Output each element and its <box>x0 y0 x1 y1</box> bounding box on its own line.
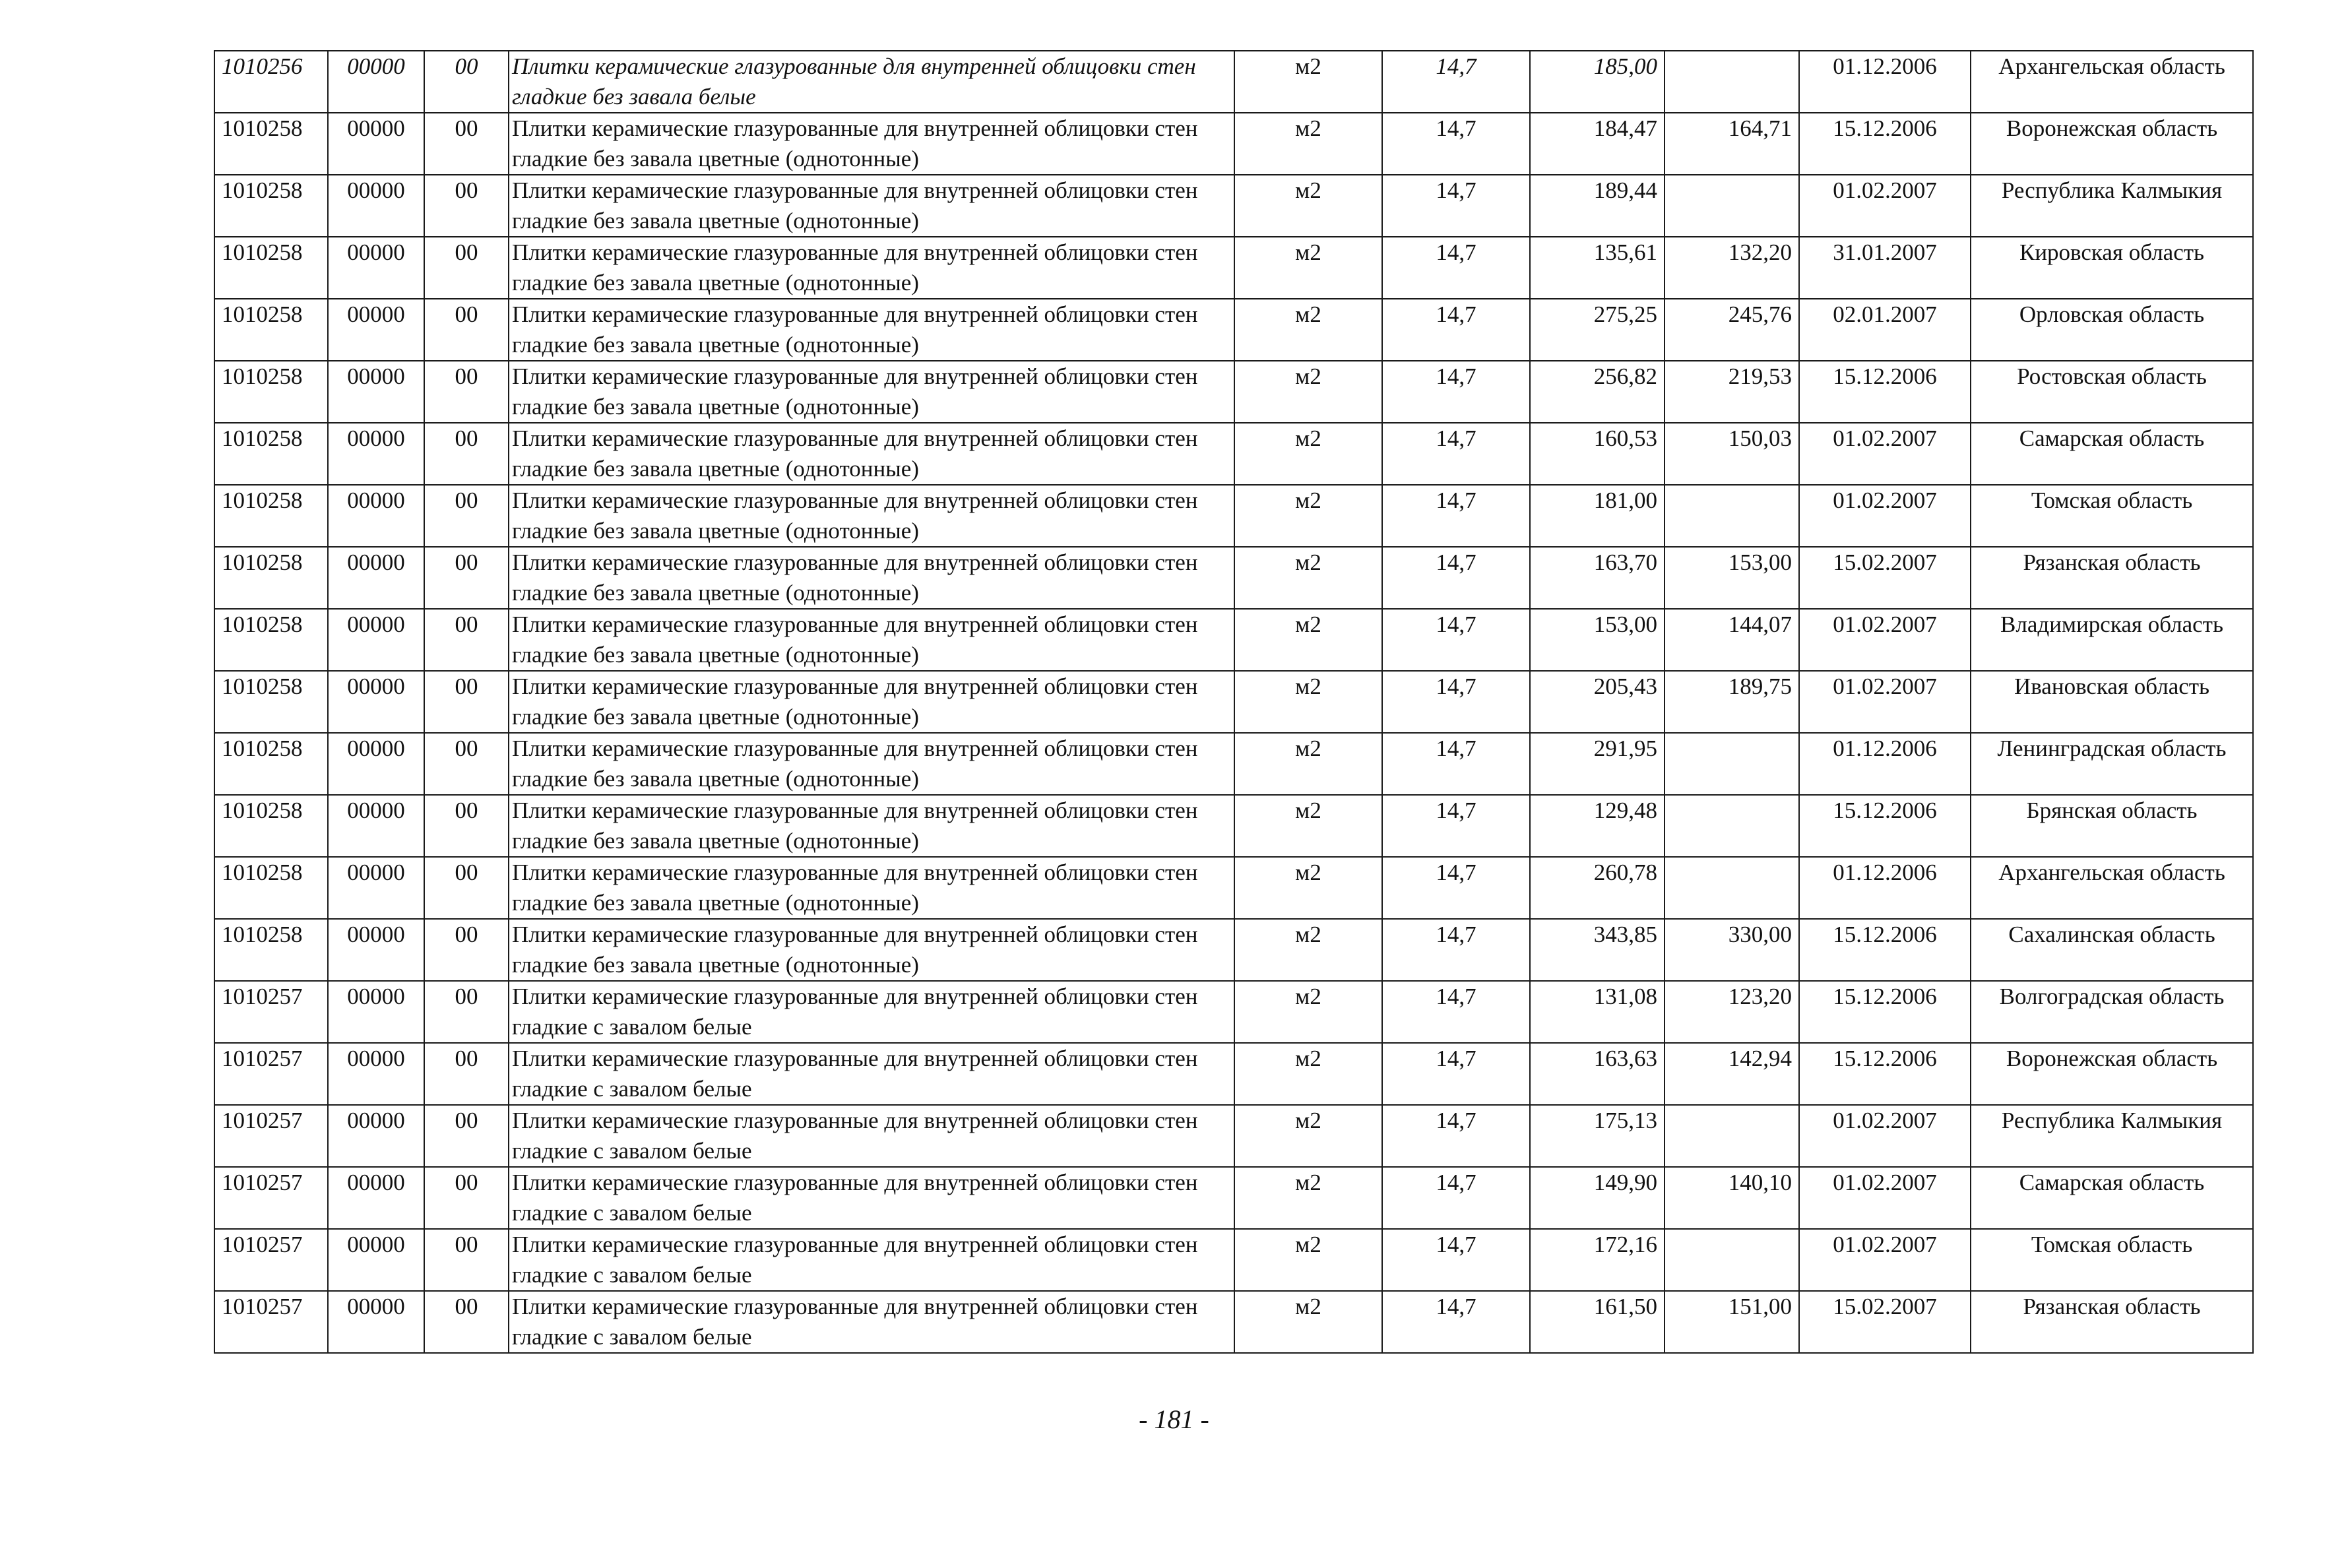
date-cell: 15.12.2006 <box>1799 113 1971 175</box>
table-row <box>214 237 2253 299</box>
price-alt-cell: 151,00 <box>1665 1291 1799 1353</box>
date-cell: 15.12.2006 <box>1799 795 1971 857</box>
region-cell: Самарская область <box>1971 1167 2253 1229</box>
subcode-cell: 00000 <box>328 671 424 733</box>
region-cell: Томская область <box>1971 1229 2253 1291</box>
resource-code-cell: 1010256 <box>214 51 328 113</box>
date-cell: 01.02.2007 <box>1799 1229 1971 1291</box>
description-cell: Плитки керамические глазурованные для внутренней облицовки стен гладкие без завала цветные (однотонные) <box>509 485 1234 547</box>
resource-code-cell: 1010257 <box>214 1043 328 1105</box>
group-code-cell: 00 <box>424 237 509 299</box>
price-alt-cell <box>1665 51 1799 113</box>
price-alt-cell: 219,53 <box>1665 361 1799 423</box>
price-cell: 129,48 <box>1530 795 1665 857</box>
price-cell: 256,82 <box>1530 361 1665 423</box>
table-row <box>214 733 2253 795</box>
date-cell: 01.02.2007 <box>1799 1105 1971 1167</box>
description-cell: Плитки керамические глазурованные для внутренней облицовки стен гладкие без завала цветные (однотонные) <box>509 671 1234 733</box>
subcode-cell: 00000 <box>328 547 424 609</box>
group-code-cell: 00 <box>424 857 509 919</box>
table-row <box>214 671 2253 733</box>
rate-cell: 14,7 <box>1382 1167 1530 1229</box>
description-cell: Плитки керамические глазурованные для внутренней облицовки стен гладкие без завала цветные (однотонные) <box>509 857 1234 919</box>
table-row <box>214 299 2253 361</box>
description-cell: Плитки керамические глазурованные для внутренней облицовки стен гладкие без завала цветные (однотонные) <box>509 733 1234 795</box>
price-alt-cell: 164,71 <box>1665 113 1799 175</box>
table-row <box>214 51 2253 113</box>
resource-code-cell: 1010257 <box>214 1167 328 1229</box>
region-cell: Республика Калмыкия <box>1971 1105 2253 1167</box>
region-cell: Сахалинская область <box>1971 919 2253 981</box>
region-cell: Волгоградская область <box>1971 981 2253 1043</box>
table-row <box>214 919 2253 981</box>
table-row <box>214 795 2253 857</box>
table-row <box>214 1105 2253 1167</box>
unit-cell: м2 <box>1234 361 1382 423</box>
description-cell: Плитки керамические глазурованные для внутренней облицовки стен гладкие с завалом белые <box>509 1167 1234 1229</box>
rate-cell: 14,7 <box>1382 857 1530 919</box>
group-code-cell: 00 <box>424 175 509 237</box>
resource-code-cell: 1010258 <box>214 919 328 981</box>
date-cell: 01.02.2007 <box>1799 423 1971 485</box>
price-cell: 163,70 <box>1530 547 1665 609</box>
date-cell: 02.01.2007 <box>1799 299 1971 361</box>
rate-cell: 14,7 <box>1382 671 1530 733</box>
page-number: - 181 - <box>1139 1404 1209 1434</box>
rate-cell: 14,7 <box>1382 51 1530 113</box>
rate-cell: 14,7 <box>1382 1229 1530 1291</box>
region-cell: Томская область <box>1971 485 2253 547</box>
price-alt-cell: 142,94 <box>1665 1043 1799 1105</box>
unit-cell: м2 <box>1234 609 1382 671</box>
group-code-cell: 00 <box>424 1167 509 1229</box>
subcode-cell: 00000 <box>328 299 424 361</box>
price-cell: 343,85 <box>1530 919 1665 981</box>
price-alt-cell <box>1665 1105 1799 1167</box>
subcode-cell: 00000 <box>328 609 424 671</box>
unit-cell: м2 <box>1234 981 1382 1043</box>
region-cell: Архангельская область <box>1971 857 2253 919</box>
table-row <box>214 1043 2253 1105</box>
unit-cell: м2 <box>1234 51 1382 113</box>
description-cell: Плитки керамические глазурованные для внутренней облицовки стен гладкие с завалом белые <box>509 1291 1234 1353</box>
date-cell: 15.02.2007 <box>1799 547 1971 609</box>
date-cell: 01.12.2006 <box>1799 51 1971 113</box>
subcode-cell: 00000 <box>328 857 424 919</box>
unit-cell: м2 <box>1234 1167 1382 1229</box>
resource-code-cell: 1010258 <box>214 547 328 609</box>
region-cell: Рязанская область <box>1971 547 2253 609</box>
subcode-cell: 00000 <box>328 1167 424 1229</box>
description-cell: Плитки керамические глазурованные для внутренней облицовки стен гладкие без завала цветные (однотонные) <box>509 175 1234 237</box>
group-code-cell: 00 <box>424 1105 509 1167</box>
rate-cell: 14,7 <box>1382 237 1530 299</box>
group-code-cell: 00 <box>424 547 509 609</box>
region-cell: Брянская область <box>1971 795 2253 857</box>
price-alt-cell: 123,20 <box>1665 981 1799 1043</box>
table-row <box>214 485 2253 547</box>
unit-cell: м2 <box>1234 919 1382 981</box>
table-row <box>214 857 2253 919</box>
unit-cell: м2 <box>1234 423 1382 485</box>
resource-code-cell: 1010257 <box>214 1229 328 1291</box>
table-row <box>214 423 2253 485</box>
subcode-cell: 00000 <box>328 1291 424 1353</box>
group-code-cell: 00 <box>424 609 509 671</box>
resource-code-cell: 1010258 <box>214 175 328 237</box>
unit-cell: м2 <box>1234 113 1382 175</box>
resource-code-cell: 1010257 <box>214 981 328 1043</box>
region-cell: Орловская область <box>1971 299 2253 361</box>
resource-code-cell: 1010258 <box>214 237 328 299</box>
region-cell: Воронежская область <box>1971 1043 2253 1105</box>
description-cell: Плитки керамические глазурованные для внутренней облицовки стен гладкие с завалом белые <box>509 1229 1234 1291</box>
description-cell: Плитки керамические глазурованные для внутренней облицовки стен гладкие без завала цветные (однотонные) <box>509 423 1234 485</box>
date-cell: 15.12.2006 <box>1799 919 1971 981</box>
price-cell: 161,50 <box>1530 1291 1665 1353</box>
resource-code-cell: 1010258 <box>214 299 328 361</box>
region-cell: Ивановская область <box>1971 671 2253 733</box>
resource-code-cell: 1010258 <box>214 361 328 423</box>
rate-cell: 14,7 <box>1382 609 1530 671</box>
price-cell: 149,90 <box>1530 1167 1665 1229</box>
resource-code-cell: 1010258 <box>214 609 328 671</box>
resource-code-cell: 1010258 <box>214 733 328 795</box>
price-alt-cell: 153,00 <box>1665 547 1799 609</box>
resource-code-cell: 1010258 <box>214 857 328 919</box>
price-alt-cell <box>1665 1229 1799 1291</box>
resource-code-cell: 1010258 <box>214 795 328 857</box>
price-alt-cell: 189,75 <box>1665 671 1799 733</box>
rate-cell: 14,7 <box>1382 423 1530 485</box>
rate-cell: 14,7 <box>1382 1291 1530 1353</box>
price-cell: 131,08 <box>1530 981 1665 1043</box>
price-alt-cell <box>1665 733 1799 795</box>
description-cell: Плитки керамические глазурованные для внутренней облицовки стен гладкие без завала цветные (однотонные) <box>509 919 1234 981</box>
region-cell: Владимирская область <box>1971 609 2253 671</box>
group-code-cell: 00 <box>424 113 509 175</box>
price-alt-cell <box>1665 175 1799 237</box>
date-cell: 31.01.2007 <box>1799 237 1971 299</box>
rate-cell: 14,7 <box>1382 1043 1530 1105</box>
date-cell: 01.02.2007 <box>1799 485 1971 547</box>
date-cell: 01.02.2007 <box>1799 175 1971 237</box>
subcode-cell: 00000 <box>328 175 424 237</box>
rate-cell: 14,7 <box>1382 733 1530 795</box>
price-alt-cell: 330,00 <box>1665 919 1799 981</box>
region-cell: Ленинградская область <box>1971 733 2253 795</box>
region-cell: Рязанская область <box>1971 1291 2253 1353</box>
date-cell: 01.12.2006 <box>1799 857 1971 919</box>
price-cell: 205,43 <box>1530 671 1665 733</box>
description-cell: Плитки керамические глазурованные для внутренней облицовки стен гладкие без завала цветные (однотонные) <box>509 547 1234 609</box>
group-code-cell: 00 <box>424 423 509 485</box>
description-cell: Плитки керамические глазурованные для внутренней облицовки стен гладкие без завала белые <box>509 51 1234 113</box>
unit-cell: м2 <box>1234 485 1382 547</box>
unit-cell: м2 <box>1234 1229 1382 1291</box>
table-row <box>214 175 2253 237</box>
subcode-cell: 00000 <box>328 1105 424 1167</box>
price-cell: 275,25 <box>1530 299 1665 361</box>
subcode-cell: 00000 <box>328 981 424 1043</box>
unit-cell: м2 <box>1234 175 1382 237</box>
group-code-cell: 00 <box>424 1043 509 1105</box>
table-row <box>214 981 2253 1043</box>
price-alt-cell: 245,76 <box>1665 299 1799 361</box>
price-cell: 160,53 <box>1530 423 1665 485</box>
rate-cell: 14,7 <box>1382 299 1530 361</box>
description-cell: Плитки керамические глазурованные для внутренней облицовки стен гладкие с завалом белые <box>509 1105 1234 1167</box>
group-code-cell: 00 <box>424 485 509 547</box>
region-cell: Воронежская область <box>1971 113 2253 175</box>
rate-cell: 14,7 <box>1382 919 1530 981</box>
rate-cell: 14,7 <box>1382 113 1530 175</box>
resource-code-cell: 1010258 <box>214 485 328 547</box>
subcode-cell: 00000 <box>328 1043 424 1105</box>
group-code-cell: 00 <box>424 919 509 981</box>
description-cell: Плитки керамические глазурованные для внутренней облицовки стен гладкие без завала цветные (однотонные) <box>509 361 1234 423</box>
price-cell: 189,44 <box>1530 175 1665 237</box>
description-cell: Плитки керамические глазурованные для внутренней облицовки стен гладкие без завала цветные (однотонные) <box>509 113 1234 175</box>
unit-cell: м2 <box>1234 1043 1382 1105</box>
table-row <box>214 1229 2253 1291</box>
subcode-cell: 00000 <box>328 423 424 485</box>
date-cell: 01.02.2007 <box>1799 609 1971 671</box>
price-cell: 175,13 <box>1530 1105 1665 1167</box>
region-cell: Республика Калмыкия <box>1971 175 2253 237</box>
unit-cell: м2 <box>1234 671 1382 733</box>
rate-cell: 14,7 <box>1382 361 1530 423</box>
subcode-cell: 00000 <box>328 1229 424 1291</box>
price-alt-cell <box>1665 485 1799 547</box>
unit-cell: м2 <box>1234 1291 1382 1353</box>
unit-cell: м2 <box>1234 857 1382 919</box>
description-cell: Плитки керамические глазурованные для внутренней облицовки стен гладкие с завалом белые <box>509 981 1234 1043</box>
region-cell: Кировская область <box>1971 237 2253 299</box>
resource-code-cell: 1010258 <box>214 423 328 485</box>
price-alt-cell: 150,03 <box>1665 423 1799 485</box>
subcode-cell: 00000 <box>328 113 424 175</box>
unit-cell: м2 <box>1234 1105 1382 1167</box>
price-cell: 291,95 <box>1530 733 1665 795</box>
rate-cell: 14,7 <box>1382 981 1530 1043</box>
table-row <box>214 1167 2253 1229</box>
description-cell: Плитки керамические глазурованные для внутренней облицовки стен гладкие без завала цветные (однотонные) <box>509 237 1234 299</box>
unit-cell: м2 <box>1234 795 1382 857</box>
date-cell: 01.02.2007 <box>1799 671 1971 733</box>
rate-cell: 14,7 <box>1382 485 1530 547</box>
unit-cell: м2 <box>1234 237 1382 299</box>
group-code-cell: 00 <box>424 733 509 795</box>
unit-cell: м2 <box>1234 733 1382 795</box>
group-code-cell: 00 <box>424 1291 509 1353</box>
rate-cell: 14,7 <box>1382 175 1530 237</box>
group-code-cell: 00 <box>424 981 509 1043</box>
group-code-cell: 00 <box>424 1229 509 1291</box>
price-alt-cell <box>1665 795 1799 857</box>
group-code-cell: 00 <box>424 361 509 423</box>
table-body <box>214 51 2253 1353</box>
resource-code-cell: 1010258 <box>214 671 328 733</box>
rate-cell: 14,7 <box>1382 1105 1530 1167</box>
description-cell: Плитки керамические глазурованные для внутренней облицовки стен гладкие с завалом белые <box>509 1043 1234 1105</box>
subcode-cell: 00000 <box>328 919 424 981</box>
resource-code-cell: 1010257 <box>214 1105 328 1167</box>
subcode-cell: 00000 <box>328 485 424 547</box>
table-row <box>214 1291 2253 1353</box>
group-code-cell: 00 <box>424 51 509 113</box>
date-cell: 15.12.2006 <box>1799 1043 1971 1105</box>
price-cell: 184,47 <box>1530 113 1665 175</box>
date-cell: 15.12.2006 <box>1799 361 1971 423</box>
price-cell: 185,00 <box>1530 51 1665 113</box>
price-cell: 172,16 <box>1530 1229 1665 1291</box>
price-cell: 181,00 <box>1530 485 1665 547</box>
resource-code-cell: 1010257 <box>214 1291 328 1353</box>
subcode-cell: 00000 <box>328 361 424 423</box>
region-cell: Ростовская область <box>1971 361 2253 423</box>
price-alt-cell: 132,20 <box>1665 237 1799 299</box>
rate-cell: 14,7 <box>1382 547 1530 609</box>
description-cell: Плитки керамические глазурованные для внутренней облицовки стен гладкие без завала цветные (однотонные) <box>509 299 1234 361</box>
table-row <box>214 609 2253 671</box>
subcode-cell: 00000 <box>328 237 424 299</box>
table-row <box>214 113 2253 175</box>
table-row <box>214 361 2253 423</box>
price-alt-cell: 144,07 <box>1665 609 1799 671</box>
resource-code-cell: 1010258 <box>214 113 328 175</box>
price-table <box>214 50 2254 1354</box>
date-cell: 15.12.2006 <box>1799 981 1971 1043</box>
price-cell: 163,63 <box>1530 1043 1665 1105</box>
group-code-cell: 00 <box>424 671 509 733</box>
subcode-cell: 00000 <box>328 733 424 795</box>
price-alt-cell: 140,10 <box>1665 1167 1799 1229</box>
description-cell: Плитки керамические глазурованные для внутренней облицовки стен гладкие без завала цветные (однотонные) <box>509 795 1234 857</box>
date-cell: 15.02.2007 <box>1799 1291 1971 1353</box>
group-code-cell: 00 <box>424 795 509 857</box>
date-cell: 01.12.2006 <box>1799 733 1971 795</box>
region-cell: Архангельская область <box>1971 51 2253 113</box>
region-cell: Самарская область <box>1971 423 2253 485</box>
unit-cell: м2 <box>1234 299 1382 361</box>
group-code-cell: 00 <box>424 299 509 361</box>
rate-cell: 14,7 <box>1382 795 1530 857</box>
unit-cell: м2 <box>1234 547 1382 609</box>
subcode-cell: 00000 <box>328 795 424 857</box>
date-cell: 01.02.2007 <box>1799 1167 1971 1229</box>
price-cell: 153,00 <box>1530 609 1665 671</box>
price-cell: 260,78 <box>1530 857 1665 919</box>
price-alt-cell <box>1665 857 1799 919</box>
description-cell: Плитки керамические глазурованные для внутренней облицовки стен гладкие без завала цветные (однотонные) <box>509 609 1234 671</box>
subcode-cell: 00000 <box>328 51 424 113</box>
table-row <box>214 547 2253 609</box>
price-cell: 135,61 <box>1530 237 1665 299</box>
